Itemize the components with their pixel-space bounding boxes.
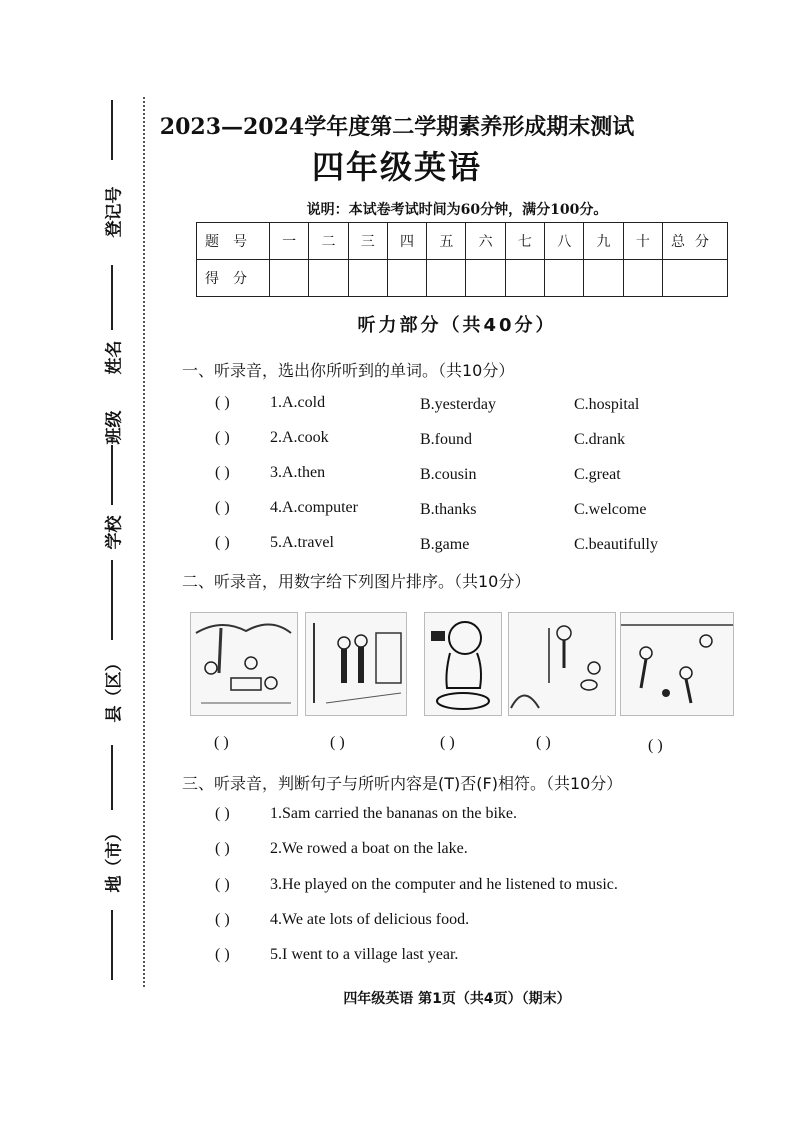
- score-cell[interactable]: [348, 260, 387, 297]
- score-col-8: 八: [545, 223, 584, 260]
- score-col-4: 四: [387, 223, 426, 260]
- score-cell[interactable]: [427, 260, 466, 297]
- q1-row: [215, 534, 334, 552]
- answer-paren[interactable]: ( ): [215, 499, 230, 516]
- score-cell[interactable]: [387, 260, 426, 297]
- answer-paren[interactable]: ( ): [215, 394, 230, 411]
- answer-paren[interactable]: ( ): [215, 429, 230, 446]
- score-cell[interactable]: [545, 260, 584, 297]
- answer-paren[interactable]: ( ): [215, 464, 230, 481]
- binding-dotted-line: [143, 97, 145, 987]
- name-label: 姓名: [104, 340, 125, 375]
- q3-statement: 4.We ate lots of delicious food.: [270, 911, 470, 928]
- score-cell[interactable]: [663, 260, 728, 297]
- q1-option-c: C.welcome: [574, 501, 647, 518]
- q3-statement: 3.He played on the computer and he listened to music.: [270, 876, 618, 893]
- score-col-2: 二: [309, 223, 348, 260]
- q3-row: [215, 805, 517, 823]
- answer-paren[interactable]: ( ): [215, 876, 230, 893]
- score-col-1: 一: [270, 223, 309, 260]
- q3-statement: 5.I went to a village last year.: [270, 946, 459, 963]
- q3-row: [215, 840, 468, 858]
- q1-option-a: 3.A.then: [270, 464, 326, 481]
- q1-option-a: 5.A.travel: [270, 534, 334, 551]
- score-table-row1-label: 题号: [197, 223, 270, 260]
- picture-singing: [508, 612, 616, 716]
- q1-row: [215, 394, 325, 412]
- q1-option-c: C.hospital: [574, 396, 640, 413]
- q3-statement: 2.We rowed a boat on the lake.: [270, 840, 468, 857]
- picture-1-paren[interactable]: ( ): [214, 734, 229, 751]
- city-label: 地（市）: [104, 824, 125, 893]
- q3-row: [215, 876, 618, 894]
- class-label: 班级: [104, 410, 125, 445]
- score-col-10: 十: [623, 223, 662, 260]
- q1-row: [215, 464, 325, 482]
- score-col-9: 九: [584, 223, 623, 260]
- binding-line-county: [111, 745, 113, 810]
- answer-paren[interactable]: ( ): [215, 946, 230, 963]
- picture-5-paren[interactable]: ( ): [648, 737, 663, 754]
- answer-paren[interactable]: ( ): [215, 911, 230, 928]
- score-table-row2-label: 得分: [197, 260, 270, 297]
- q1-option-b: B.thanks: [420, 501, 477, 518]
- binding-line-bottom: [111, 910, 113, 980]
- q3-statement: 1.Sam carried the bananas on the bike.: [270, 805, 518, 822]
- score-col-3: 三: [348, 223, 387, 260]
- q1-option-b: B.game: [420, 536, 470, 553]
- score-cell[interactable]: [270, 260, 309, 297]
- picture-picnic: [190, 612, 298, 716]
- registration-label: 登记号: [104, 186, 125, 238]
- picture-2-paren[interactable]: ( ): [330, 734, 345, 751]
- school-label: 学校: [104, 515, 125, 550]
- binding-line-school: [111, 560, 113, 640]
- picture-football: [620, 612, 734, 716]
- q3-row: [215, 946, 458, 964]
- q1-option-b: B.cousin: [420, 466, 477, 483]
- q2-heading: 二、听录音，用数字给下列图片排序。（共10分）: [182, 572, 531, 591]
- q1-option-a: 4.A.computer: [270, 499, 358, 516]
- answer-paren[interactable]: ( ): [215, 840, 230, 857]
- county-label: 县（区）: [104, 654, 125, 723]
- q1-option-c: C.beautifully: [574, 536, 658, 553]
- subject-title: 四年级英语: [311, 148, 482, 186]
- q1-option-a: 2.A.cook: [270, 429, 329, 446]
- score-cell[interactable]: [309, 260, 348, 297]
- q3-heading: 三、听录音，判断句子与所听内容是(T)否(F)相符。（共10分）: [182, 774, 623, 793]
- q1-option-a: 1.A.cold: [270, 394, 326, 411]
- binding-line-class: [111, 445, 113, 505]
- score-cell[interactable]: [623, 260, 662, 297]
- score-cell[interactable]: [505, 260, 544, 297]
- score-cell[interactable]: [584, 260, 623, 297]
- score-col-6: 六: [466, 223, 505, 260]
- q1-option-c: C.drank: [574, 431, 626, 448]
- listening-section-title: 听力部分（共40分）: [357, 315, 557, 336]
- page-footer: 四年级英语 第1页（共4页）（期末）: [343, 991, 571, 1007]
- q1-row: [215, 429, 329, 447]
- score-col-7: 七: [505, 223, 544, 260]
- q1-option-c: C.great: [574, 466, 621, 483]
- q1-option-b: B.yesterday: [420, 396, 496, 413]
- score-table: [196, 222, 728, 297]
- q3-row: [215, 911, 469, 929]
- q1-heading: 一、听录音，选出你所听到的单词。（共10分）: [182, 361, 515, 380]
- picture-boy-camera: [424, 612, 502, 716]
- exam-note: 说明：本试卷考试时间为60分钟，满分100分。: [306, 202, 608, 218]
- score-col-5: 五: [427, 223, 466, 260]
- score-cell[interactable]: [466, 260, 505, 297]
- answer-paren[interactable]: ( ): [215, 534, 230, 551]
- picture-4-paren[interactable]: ( ): [536, 734, 551, 751]
- picture-walking: [305, 612, 407, 716]
- score-col-total: 总分: [663, 223, 728, 260]
- picture-3-paren[interactable]: ( ): [440, 734, 455, 751]
- answer-paren[interactable]: ( ): [215, 805, 230, 822]
- q1-option-b: B.found: [420, 431, 472, 448]
- q1-row: [215, 499, 358, 517]
- exam-title: 2023—2024学年度第二学期素养形成期末测试: [159, 114, 635, 140]
